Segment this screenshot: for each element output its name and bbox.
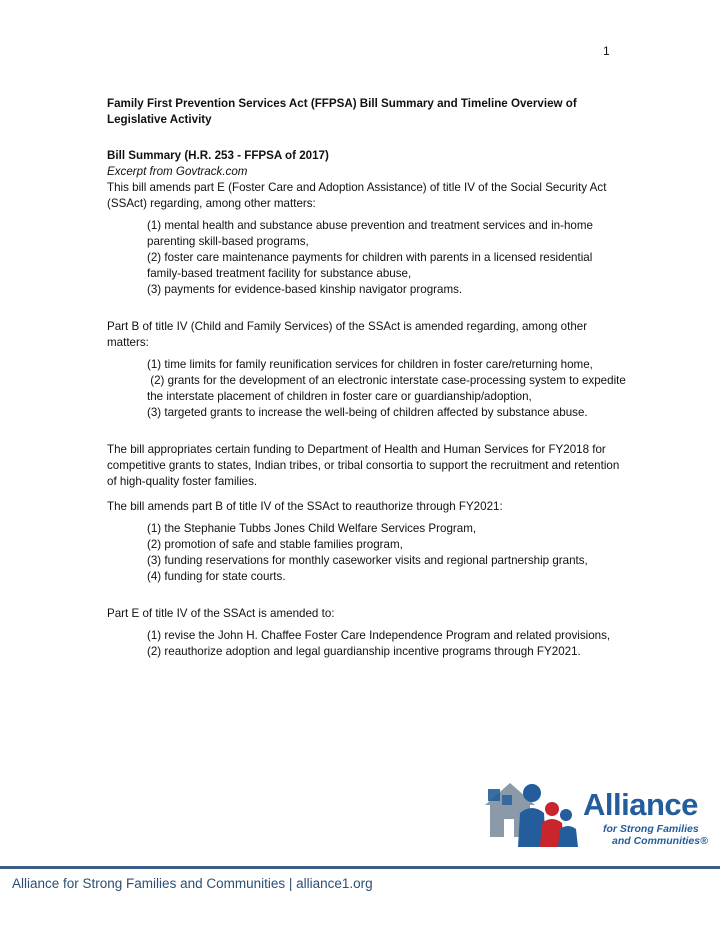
footer-rule [0,866,720,869]
part-b-paragraph: Part B of title IV (Child and Family Services) of the SSAct is amended regarding, among other matters: [107,320,588,349]
family-house-icon [480,775,580,855]
logo-tagline-line2: and Communities® [612,835,708,847]
reauthorization-list [147,521,627,585]
list-item: (4) funding for state courts. [147,570,286,583]
list-item: (3) targeted grants to increase the well-being of children affected by substance abuse. [147,406,588,419]
document-body [107,96,630,660]
page-number: 1 [603,44,610,58]
logo-tagline [603,823,708,847]
source-note: Excerpt from Govtrack.com [107,165,248,178]
intro-paragraph: This bill amends part E (Foster Care and Adoption Assistance) of title IV of the Social Security Act (SSAct) regarding, among other matters: [107,181,607,210]
footer-text: Alliance for Strong Families and Communities | alliance1.org [12,876,373,891]
list-item: (2) promotion of safe and stable families program, [147,538,403,551]
list-item: (1) time limits for family reunification services for children in foster care/returning home, [147,358,593,371]
document-title: Family First Prevention Services Act (FFPSA) Bill Summary and Timeline Overview of Legislative Activity [107,97,577,126]
logo-tagline-line1: for Strong Families [603,823,699,835]
reauthorization-paragraph: The bill amends part B of title IV of the SSAct to reauthorize through FY2021: [107,500,503,513]
logo-wordmark: Alliance [583,787,698,822]
part-e-amend-paragraph: Part E of title IV of the SSAct is amended to: [107,607,335,620]
list-item: (3) funding reservations for monthly caseworker visits and regional partnership grants, [147,554,588,567]
bill-summary-heading: Bill Summary (H.R. 253 - FFPSA of 2017) [107,149,329,162]
list-item: (1) revise the John H. Chaffee Foster Care Independence Program and related provisions, [147,629,611,642]
list-item: (2) grants for the development of an electronic interstate case-processing system to expedite the interstate placement of children in foster care or guardianship/adoption, [147,374,630,403]
part-b-list [147,357,630,421]
part-e-amend-list [147,628,627,660]
list-item: (2) reauthorize adoption and legal guardianship incentive programs through FY2021. [147,645,581,658]
appropriation-paragraph: The bill appropriates certain funding to Department of Health and Human Services for FY2018 for competitive grants to states, Indian tribes, or tribal consortia to support the recruitment and retention of high-quality foster families. [107,443,620,488]
list-item: (1) mental health and substance abuse prevention and treatment services and in-home parenting skill-based programs, [147,219,593,248]
list-item: (3) payments for evidence-based kinship navigator programs. [147,283,463,296]
list-item: (1) the Stephanie Tubbs Jones Child Welfare Services Program, [147,522,477,535]
alliance-logo [480,775,710,855]
list-item: (2) foster care maintenance payments for children with parents in a licensed residential family-based treatment facility for substance abuse, [147,251,593,280]
part-e-list [147,218,627,298]
